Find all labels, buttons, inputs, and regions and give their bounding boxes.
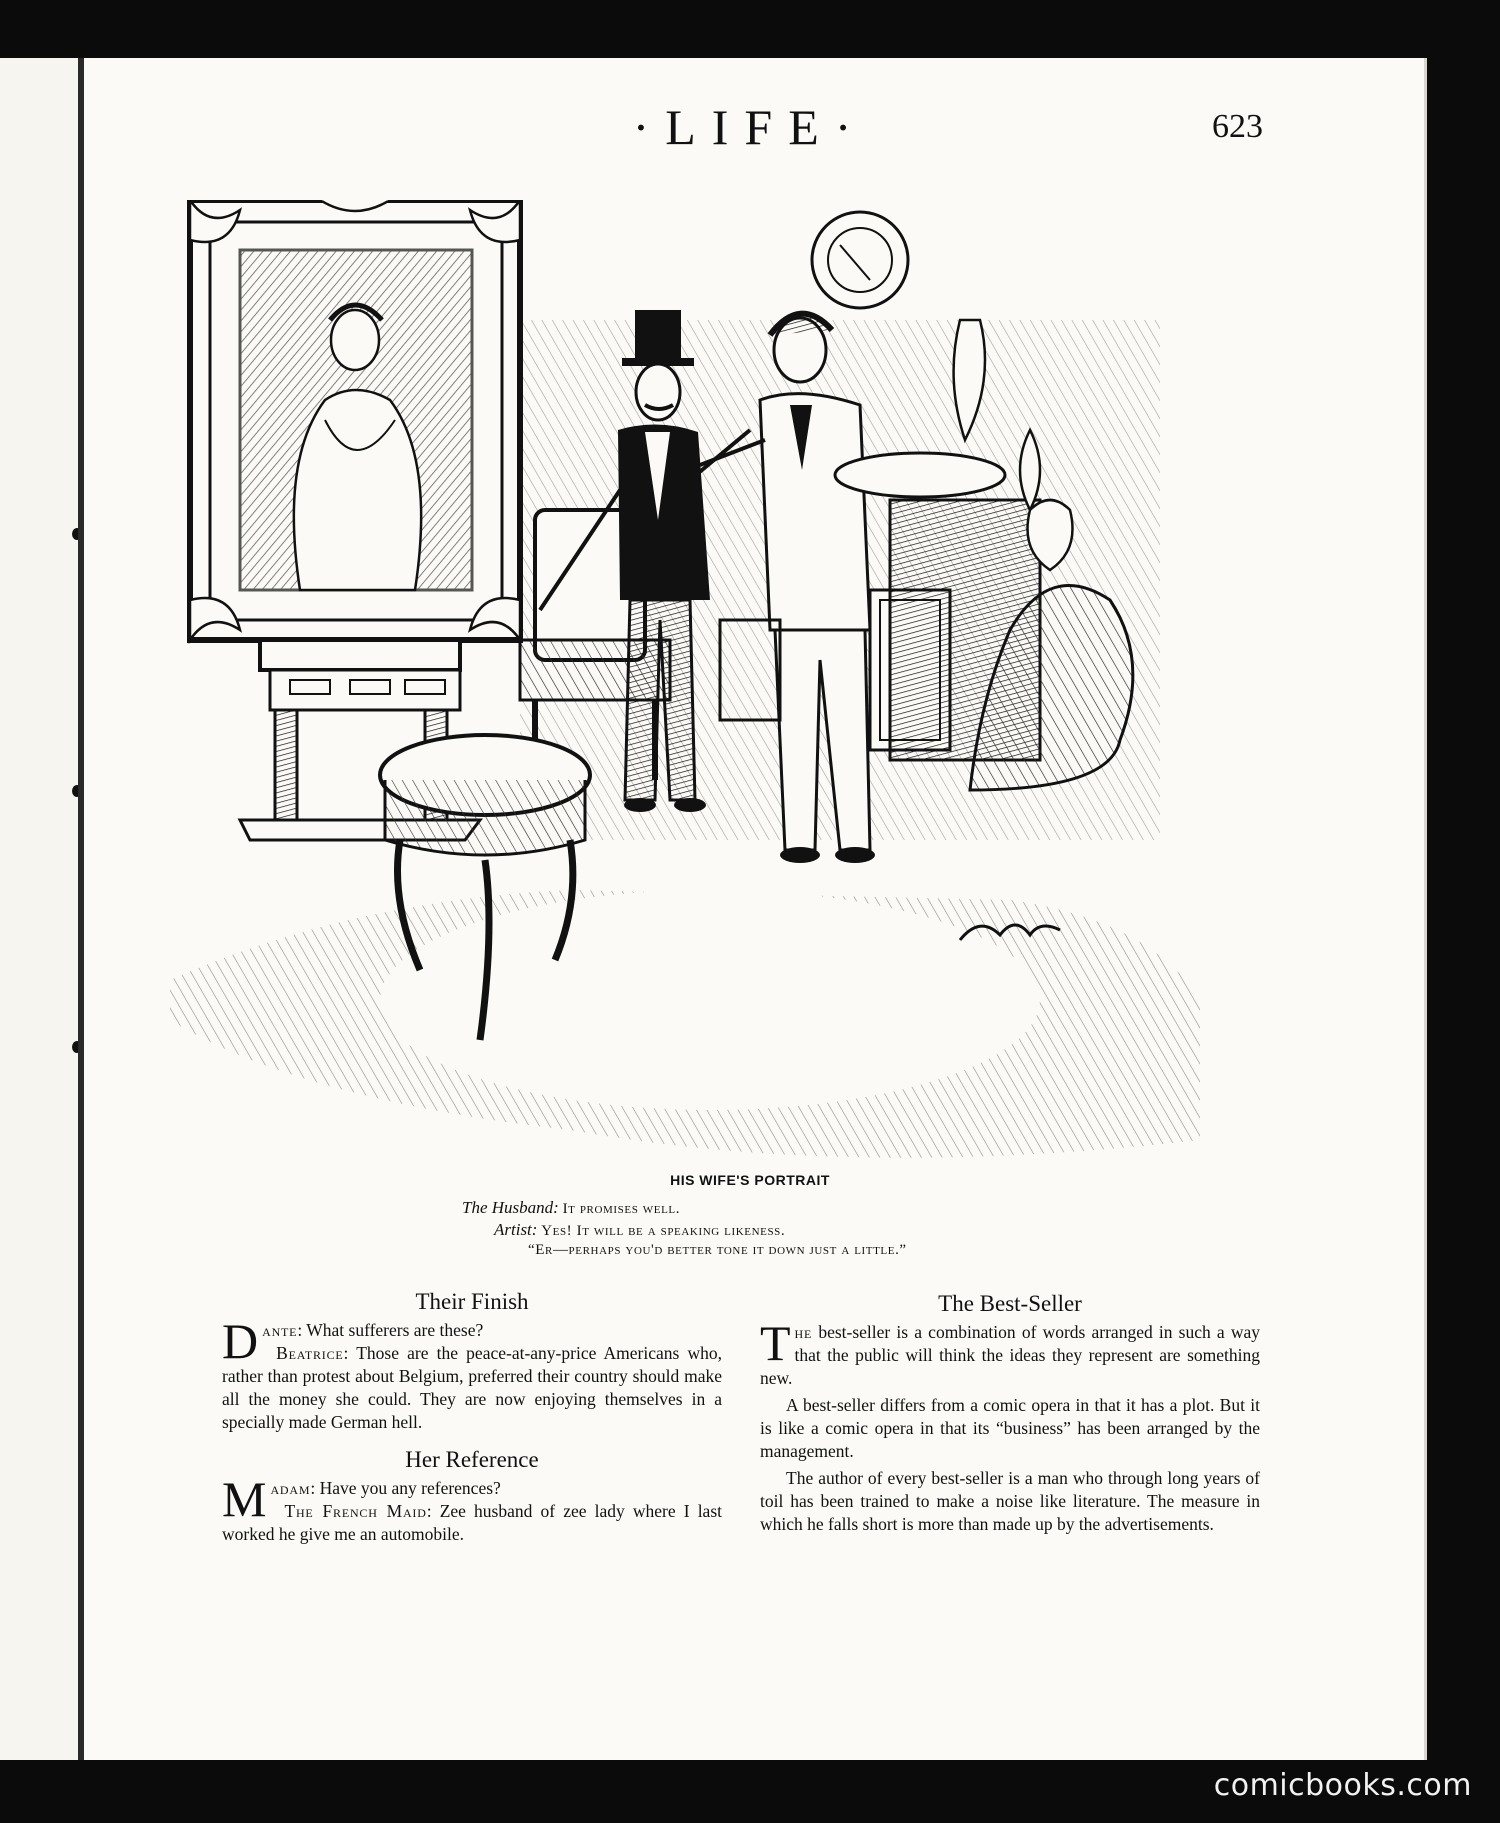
article-body xyxy=(222,1471,722,1546)
drop-cap: M xyxy=(222,1471,267,1527)
masthead-title: LIFE xyxy=(665,99,835,155)
cartoon-illustration xyxy=(150,200,1220,1180)
page-number: 623 xyxy=(1212,108,1263,145)
site-watermark: comicbooks.com xyxy=(1213,1768,1472,1803)
paragraph-text: best-seller is a combination of words arranged in such a way that the public will think the ideas they represent are something new. xyxy=(760,1322,1260,1388)
dialogue-line: : Those are the peace-at-any-price Americans who, rather than protest about Belgium, preferred their country should make all the money she could. They are now enjoying themselves in a specially made German hell. xyxy=(222,1343,722,1432)
caption-line-artist xyxy=(494,1220,785,1240)
previous-page-edge xyxy=(0,58,78,1760)
page-right-edge xyxy=(1424,58,1427,1760)
drop-cap: T xyxy=(760,1315,791,1371)
floor xyxy=(170,890,1200,1158)
masthead-dot: · xyxy=(834,99,868,155)
drop-cap: D xyxy=(222,1313,259,1369)
article-paragraph: The author of every best-seller is a man who through long years of toil has been trained to make a noise like literature. The measure in which he falls short is more than made up by the advertisements. xyxy=(760,1468,1260,1534)
caption-speaker-husband: The Husband: xyxy=(462,1198,559,1217)
speaker-name: The French Maid xyxy=(284,1501,427,1521)
article-paragraph xyxy=(760,1315,1260,1390)
cartoon-title: HIS WIFE'S PORTRAIT xyxy=(670,1172,830,1188)
article-title: Their Finish xyxy=(415,1289,529,1314)
lead-word: ante xyxy=(262,1320,298,1340)
caption-text-husband: It promises well. xyxy=(562,1201,681,1217)
lead-word: adam xyxy=(270,1478,311,1498)
caption-line-artist-aside: “Er—perhaps you'd better tone it down just a little.” xyxy=(528,1242,907,1258)
left-column xyxy=(222,1290,722,1546)
article-paragraph: A best-seller differs from a comic opera in that it has a plot. But it is like a comic opera in that its “business” has been arranged by the management. xyxy=(760,1395,1260,1461)
dialogue-line: : Zee husband of zee lady where I last worked he give me an automobile. xyxy=(222,1501,722,1544)
speaker-name: Beatrice xyxy=(276,1343,344,1363)
caption-speaker-artist: Artist: xyxy=(494,1220,538,1239)
masthead-dot: · xyxy=(632,99,666,155)
article-title: Her Reference xyxy=(405,1447,539,1472)
article-body xyxy=(222,1313,722,1434)
cartoon-caption xyxy=(0,1172,1500,1258)
caption-text-artist: Yes! It will be a speaking likeness. xyxy=(541,1223,786,1239)
lead-word: he xyxy=(794,1322,813,1342)
framed-portrait xyxy=(190,200,520,640)
right-column xyxy=(760,1292,1260,1536)
caption-line-husband xyxy=(462,1198,680,1218)
masthead xyxy=(0,98,1500,156)
wall-plate xyxy=(812,212,908,308)
dialogue-line: : Have you any references? xyxy=(310,1478,501,1498)
article-title: The Best-Seller xyxy=(938,1291,1082,1316)
dialogue-line: : What sufferers are these? xyxy=(297,1320,484,1340)
